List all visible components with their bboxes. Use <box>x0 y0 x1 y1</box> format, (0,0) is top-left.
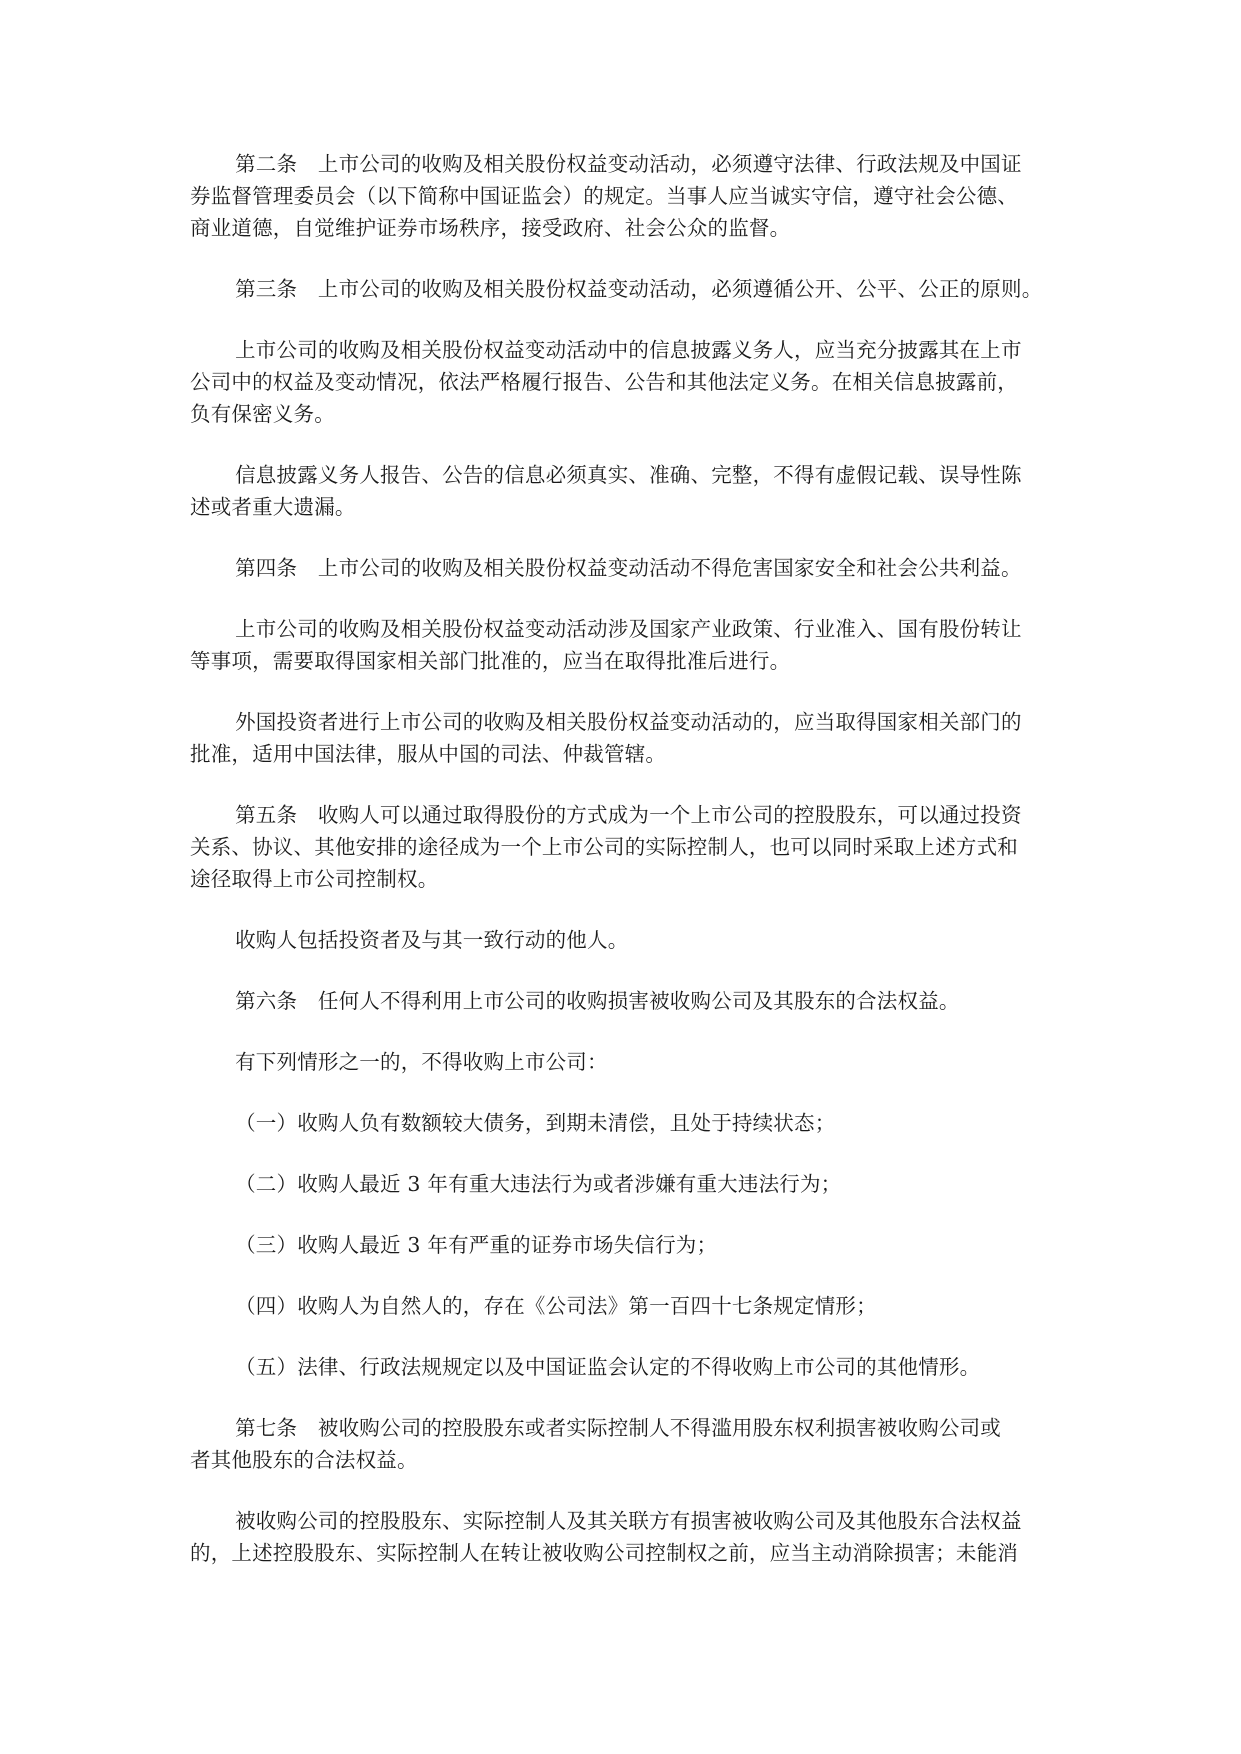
text-line: 的，上述控股股东、实际控制人在转让被收购公司控制权之前，应当主动消除损害；未能消 <box>190 1541 1018 1565</box>
paragraph-prohibited-intro <box>190 1046 1052 1078</box>
paragraph-industry-policy <box>190 613 1052 677</box>
paragraph-article-6 <box>190 985 1052 1017</box>
paragraph-disclosure-duty <box>190 334 1052 430</box>
paragraph-foreign-investors <box>190 706 1052 770</box>
list-item-4 <box>190 1290 1052 1322</box>
text-line: （三）收购人最近 3 年有严重的证券市场失信行为； <box>235 1233 718 1257</box>
list-item-2 <box>190 1168 1052 1200</box>
text-line: 收购人包括投资者及与其一致行动的他人。 <box>235 928 629 952</box>
text-line: 关系、协议、其他安排的途径成为一个上市公司的实际控制人，也可以同时采取上述方式和 <box>190 835 1018 859</box>
text-line: 第三条 上市公司的收购及相关股份权益变动活动，必须遵循公开、公平、公正的原则。 <box>235 277 1043 301</box>
text-line: 负有保密义务。 <box>190 402 335 426</box>
text-line: 第六条 任何人不得利用上市公司的收购损害被收购公司及其股东的合法权益。 <box>235 989 960 1013</box>
text-line: 等事项，需要取得国家相关部门批准的，应当在取得批准后进行。 <box>190 649 791 673</box>
text-line: 批准，适用中国法律，服从中国的司法、仲裁管辖。 <box>190 742 667 766</box>
text-line: （四）收购人为自然人的，存在《公司法》第一百四十七条规定情形； <box>235 1294 877 1318</box>
text-line: 第五条 收购人可以通过取得股份的方式成为一个上市公司的控股股东，可以通过投资 <box>235 803 1022 827</box>
text-line: 券监督管理委员会（以下简称中国证监会）的规定。当事人应当诚实守信，遵守社会公德、 <box>190 184 1018 208</box>
text-line: 第四条 上市公司的收购及相关股份权益变动活动不得危害国家安全和社会公共利益。 <box>235 556 1022 580</box>
text-line: （一）收购人负有数额较大债务，到期未清偿，且处于持续状态； <box>235 1111 836 1135</box>
text-line: 被收购公司的控股股东、实际控制人及其关联方有损害被收购公司及其他股东合法权益 <box>235 1509 1022 1533</box>
text-line: 第二条 上市公司的收购及相关股份权益变动活动，必须遵守法律、行政法规及中国证 <box>235 152 1022 176</box>
text-line: 第七条 被收购公司的控股股东或者实际控制人不得滥用股东权利损害被收购公司或 <box>235 1416 1001 1440</box>
paragraph-disclosure-accuracy <box>190 459 1052 523</box>
paragraph-article-5 <box>190 799 1052 895</box>
paragraph-controller-damage <box>190 1505 1052 1569</box>
document-page <box>190 148 1052 1598</box>
text-line: 有下列情形之一的，不得收购上市公司： <box>235 1050 608 1074</box>
paragraph-article-2 <box>190 148 1052 244</box>
text-line: 上市公司的收购及相关股份权益变动活动中的信息披露义务人，应当充分披露其在上市 <box>235 338 1022 362</box>
text-line: （五）法律、行政法规规定以及中国证监会认定的不得收购上市公司的其他情形。 <box>235 1355 981 1379</box>
text-line: （二）收购人最近 3 年有重大违法行为或者涉嫌有重大违法行为； <box>235 1172 842 1196</box>
text-line: 公司中的权益及变动情况，依法严格履行报告、公告和其他法定义务。在相关信息披露前， <box>190 370 1018 394</box>
text-line: 外国投资者进行上市公司的收购及相关股份权益变动活动的，应当取得国家相关部门的 <box>235 710 1022 734</box>
paragraph-article-4 <box>190 552 1052 584</box>
list-item-5 <box>190 1351 1052 1383</box>
list-item-3 <box>190 1229 1052 1261</box>
text-line: 商业道德，自觉维护证券市场秩序，接受政府、社会公众的监督。 <box>190 216 791 240</box>
text-line: 信息披露义务人报告、公告的信息必须真实、准确、完整，不得有虚假记载、误导性陈 <box>235 463 1022 487</box>
paragraph-article-7 <box>190 1412 1052 1476</box>
paragraph-article-3 <box>190 273 1052 305</box>
paragraph-acquirer-definition <box>190 924 1052 956</box>
text-line: 途径取得上市公司控制权。 <box>190 867 439 891</box>
text-line: 者其他股东的合法权益。 <box>190 1448 418 1472</box>
list-item-1 <box>190 1107 1052 1139</box>
text-line: 上市公司的收购及相关股份权益变动活动涉及国家产业政策、行业准入、国有股份转让 <box>235 617 1022 641</box>
text-line: 述或者重大遗漏。 <box>190 495 356 519</box>
